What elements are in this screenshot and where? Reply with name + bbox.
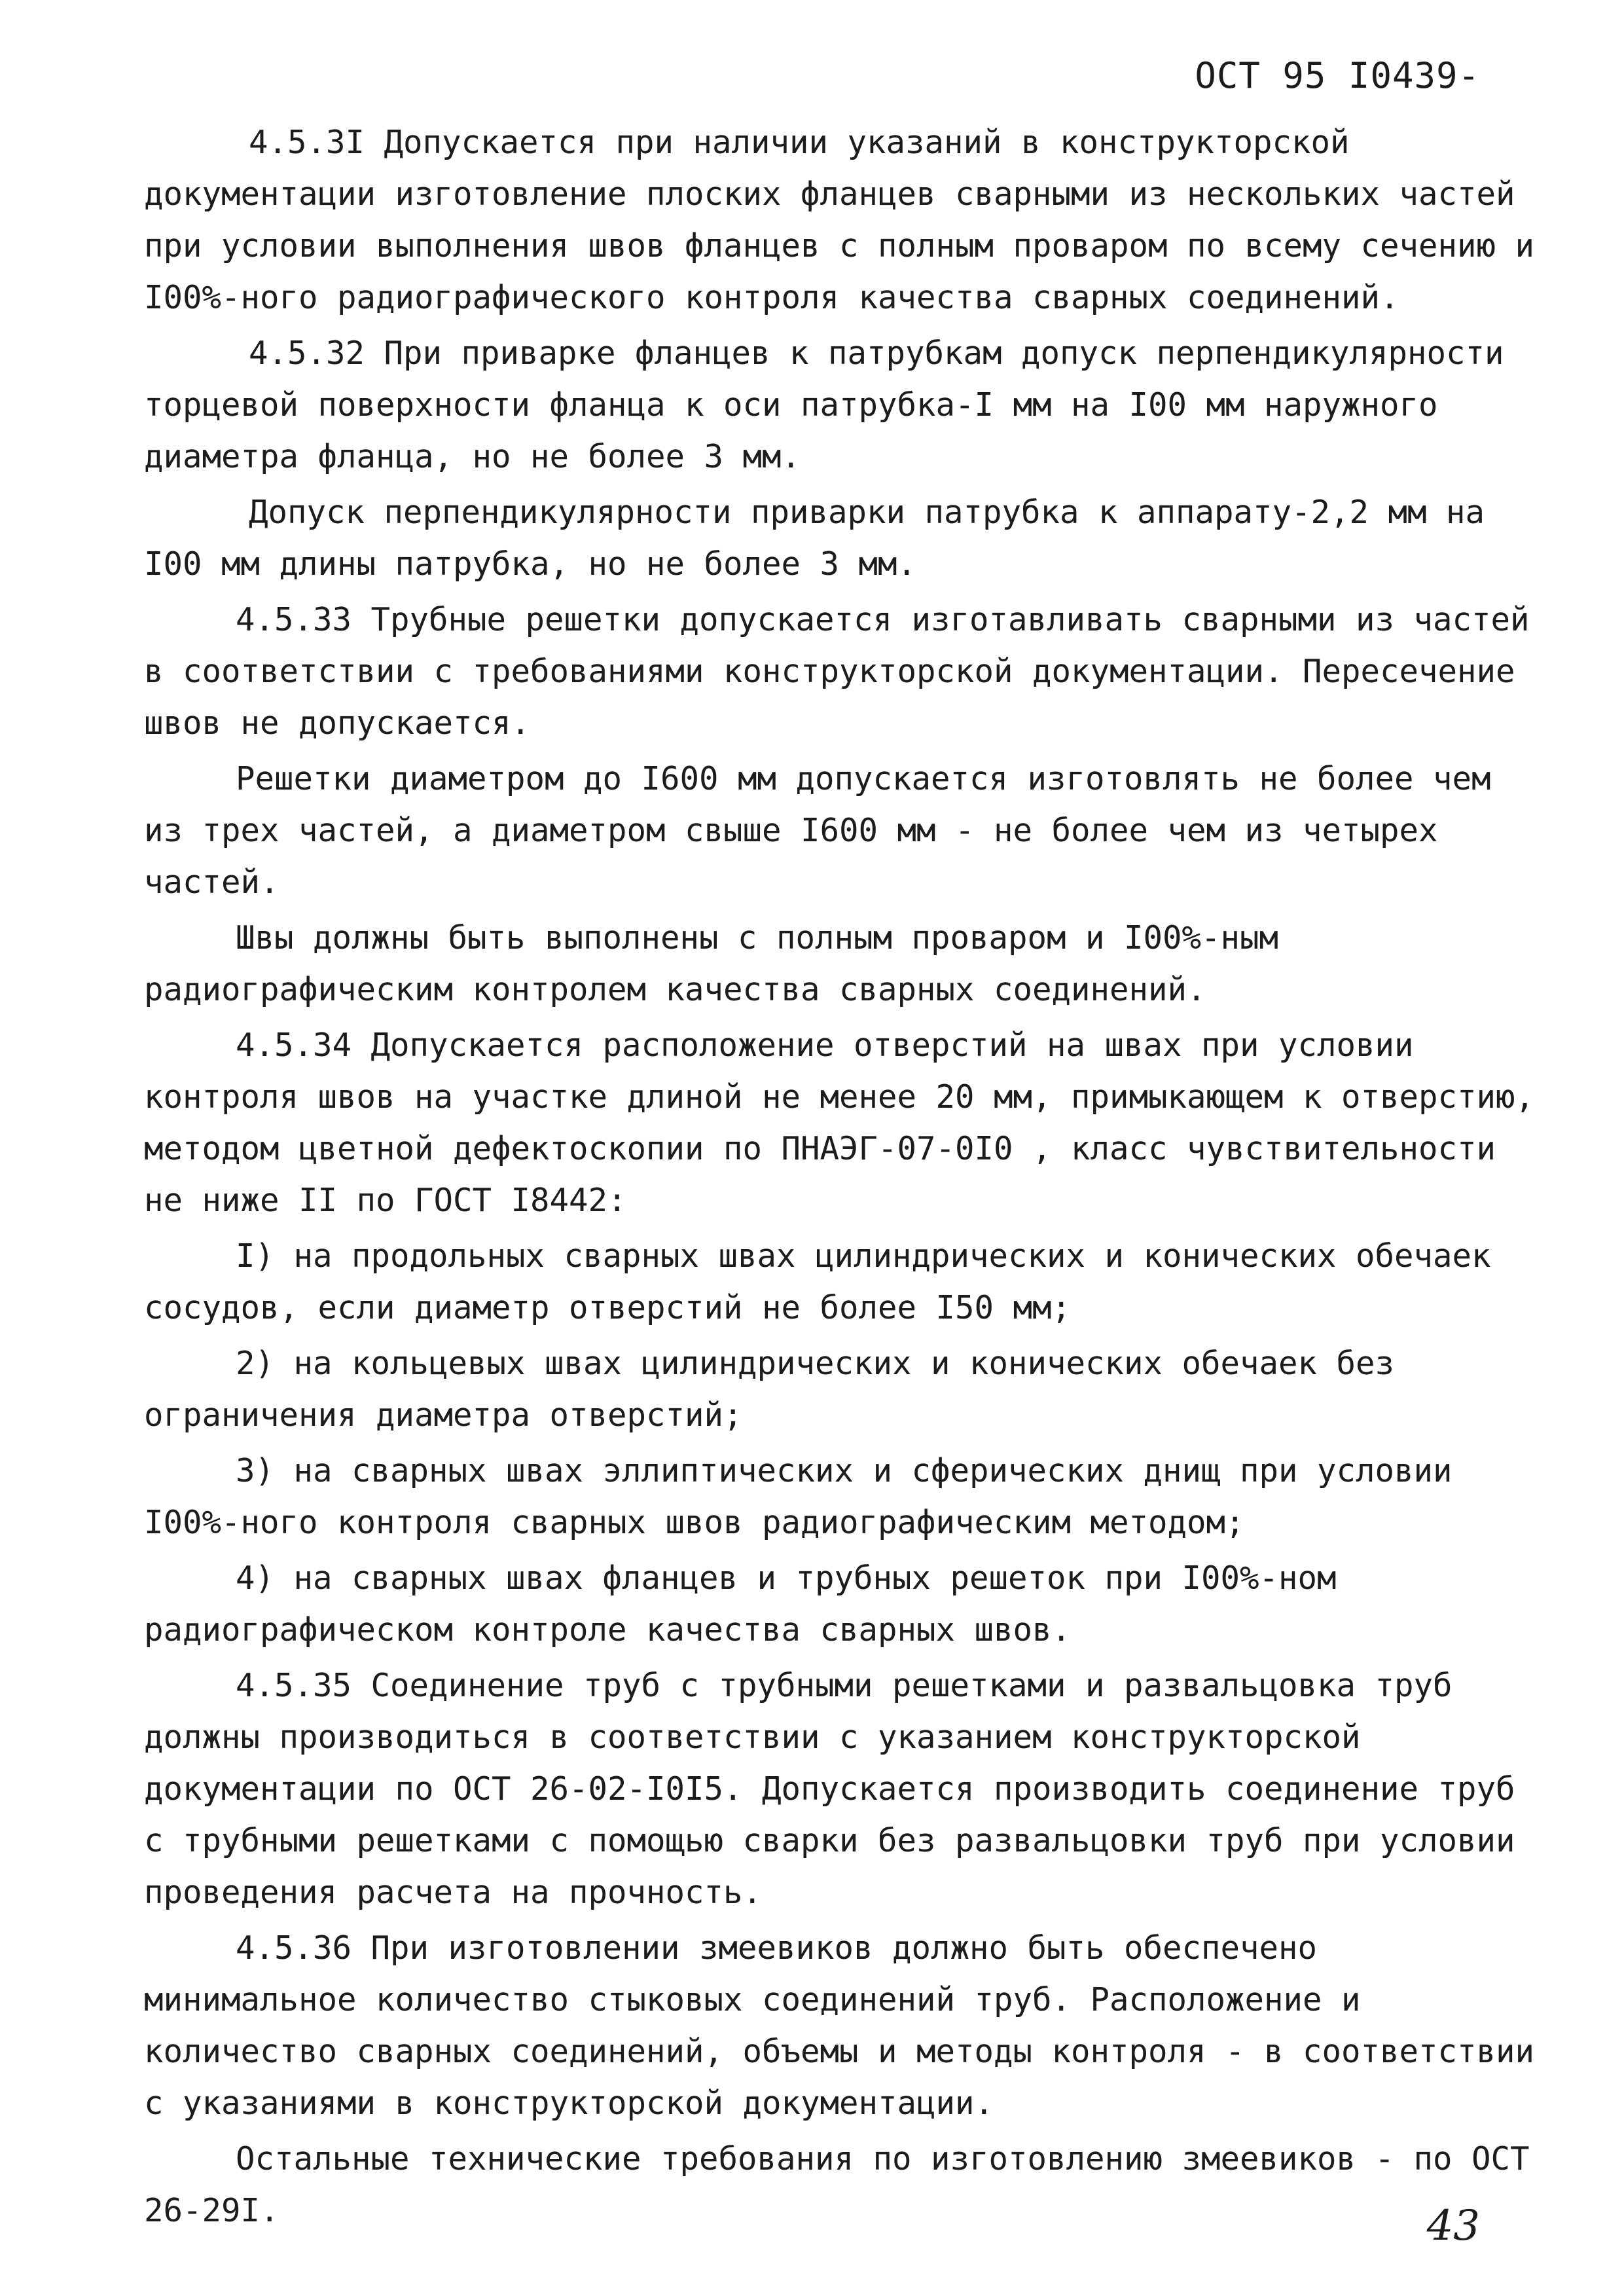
list-item-4: 4) на сварных швах фланцев и трубных решеток при I00%-ном радиографическом контроле качества сварных швов. [144,1559,1337,1649]
paragraph-perpendicularity-tolerance: Допуск перпендикулярности приварки патрубка к аппарату-2,2 мм на I00 мм длины патрубка, но не более 3 мм. [144,494,1485,583]
paragraph-4-5-34: 4.5.34 Допускается расположение отверстий на швах при условии контроля швов на участке длиной не менее 20 мм, примыкающем к отверстию, методом цветной дефектоскопии по ПНАЭГ-07-0I0 , класс чувствительности не ниже II по ГОСТ I8442: [144,1027,1535,1219]
paragraph-4-5-36: 4.5.36 При изготовлении змеевиков должно быть обеспечено минимальное количество стыковых соединений труб. Расположение и количество сварных соединений, объемы и методы контроля - в соответствии с указаниями в конструкторской документации. [144,1929,1535,2122]
paragraph-4-5-31: 4.5.3I Допускается при наличии указаний в конструкторской документации изготовление плоских фланцев сварными из нескольких частей при условии выполнения швов фланцев с полным проваром по всему сечению и I00%-ного радиографического контроля качества сварных соединений. [144,124,1535,316]
list-item-3: 3) на сварных швах эллиптических и сферических днищ при условии I00%-ного контроля сварных швов радиографическим методом; [144,1452,1453,1541]
document-code: ОСТ 95 I0439- [1195,55,1480,96]
list-item-2: 2) на кольцевых швах цилиндрических и конических обечаек без ограничения диаметра отверстий; [144,1345,1395,1434]
paragraph-tube-sheet-diameter: Решетки диаметром до I600 мм допускается изготовлять не более чем из трех частей, а диаметром свыше I600 мм - не более чем из четырех частей. [144,760,1491,901]
paragraph-coil-requirements: Остальные технические требования по изготовлению змеевиков - по ОСТ 26-29I. [144,2140,1530,2229]
page-number: 43 [1426,2202,1480,2250]
paragraph-weld-requirements: Швы должны быть выполнены с полным проваром и I00%-ным радиографическим контролем качества сварных соединений. [144,919,1279,1008]
paragraph-4-5-32: 4.5.32 При приварке фланцев к патрубкам допуск перпендикулярности торцевой поверхности фланца к оси патрубка-I мм на I00 мм наружного диаметра фланца, но не более 3 мм. [144,335,1504,475]
list-item-1: I) на продольных сварных швах цилиндрических и конических обечаек сосудов, если диаметр отверстий не более I50 мм; [144,1237,1491,1326]
paragraph-4-5-35: 4.5.35 Соединение труб с трубными решетками и развальцовка труб должны производиться в соответствии с указанием конструкторской документации по ОСТ 26-02-I0I5. Допускается производить соединение труб с трубными решетками с помощью сварки без развальцовки труб при условии проведения расчета на прочность. [144,1667,1515,1911]
document-body [144,117,1538,2240]
paragraph-4-5-33: 4.5.33 Трубные решетки допускается изготавливать сварными из частей в соответствии с требованиями конструкторской документации. Пересечение швов не допускается. [144,601,1530,742]
